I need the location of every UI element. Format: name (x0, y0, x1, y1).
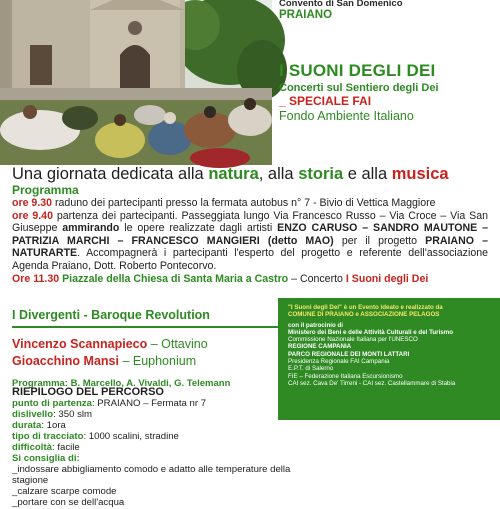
time-1: ore 9.30 (12, 197, 53, 209)
line-2-text-d: per il progetto (333, 234, 426, 247)
route-start-value: : PRAIANO – Fermata nr 7 (91, 397, 207, 409)
headline-text-2: , alla (258, 165, 299, 183)
headline-text-3: e alla (343, 165, 392, 183)
line-2-text-a: partenza dei partecipanti. Passeggiata lungo Via Francesco Russo – Via Croce – Via San Giuseppe (12, 209, 488, 235)
musician-1 (12, 337, 280, 351)
musician-1-instrument: – Ottavino (147, 337, 208, 351)
route-difficulty-label: difficoltà (12, 441, 52, 453)
route-duration-value: : 1ora (41, 419, 66, 431)
route-difficulty (12, 443, 292, 454)
advice-2: _calzare scarpe comode (12, 486, 117, 498)
headline (12, 165, 500, 184)
route-type-label: tipo di tracciato (12, 430, 84, 442)
event-subtitle: Concerti sul Sentiero degli Dei (279, 82, 439, 94)
programme (12, 184, 488, 285)
headline-natura: natura (208, 165, 259, 183)
concert-programme: Programma: B. Marcello, A. Vivaldi, G. Telemann (12, 378, 231, 389)
event-photo (0, 0, 272, 165)
advice-1: _indossare abbigliamento comodo e adatto alle temperature della stagione (12, 464, 291, 487)
line-2-text-e: . Accompagnerà i partecipanti l'esperto del progetto e referente dell'associazione Agenda Praiano, Dott. Roberto Pontecorvo. (12, 247, 488, 272)
venue-name: Convento di San Domenico (279, 0, 403, 9)
sponsor-ministry: Ministero dei Beni e delle Attività Culturali e del Turismo (288, 328, 454, 336)
sponsors-intro: "I Suoni degli Dei" è un Evento ideato e realizzato da (288, 304, 443, 311)
venue-town: PRAIANO (279, 9, 333, 21)
headline-text-1: Una giornata dedicata alla (12, 165, 209, 183)
musician-2-name: Gioacchino Mansi (12, 354, 119, 368)
church-crowd-photo (0, 0, 272, 165)
programme-line-2 (12, 210, 488, 273)
musician-2-instrument: – Euphonium (118, 354, 197, 368)
line-3-mid: – Concerto (288, 272, 346, 285)
musician-1-name: Vincenzo Scannapieco (12, 337, 148, 351)
programme-title: Programma (12, 183, 79, 197)
event-title: I SUONI DEGLI DEI (279, 61, 436, 80)
line-3-location: Piazzale della Chiesa di Santa Maria a Castro (59, 272, 289, 285)
sponsor-cai: CAI sez. Cava De' Tirreni - CAI sez. Castellammare di Stabia (288, 379, 456, 387)
route-summary (12, 387, 292, 509)
musician-2 (12, 354, 280, 368)
time-3: Ore 11.30 (12, 272, 60, 285)
ensemble-title: I Divergenti - Baroque Revolution (12, 308, 280, 328)
project-name: PRAIANO – NATURARTE (12, 234, 489, 260)
artists-list: ENZO CARUSO – SANDRO MAUTONE – PATRIZIA MARCHI – FRANCESCO MANGIERI (detto MAO) (12, 222, 488, 247)
sponsor-region: REGIONE CAMPANIA (288, 343, 352, 351)
concert-name: I Suoni degli Dei (345, 272, 429, 285)
route-summary-title: RIEPILOGO DEL PERCORSO (12, 386, 164, 398)
sponsors-box (278, 298, 500, 420)
programme-line-3 (12, 273, 488, 286)
route-elevation-value: : 350 slm (53, 408, 92, 420)
sponsor-fai: Presidenza Regionale FAI Campania (288, 358, 390, 366)
advice-3: _portare con se dell'acqua (12, 497, 125, 509)
sponsor-ept: E.P.T. di Salerno (288, 365, 334, 373)
advice-title: Si consiglia di: (12, 453, 80, 465)
sponsor-fie: FIE – Federazione Italiana Escursionismo (288, 372, 403, 380)
time-2: ore 9.40 (12, 209, 53, 222)
fai-full-name: Fondo Ambiente Italiano (279, 109, 414, 123)
route-duration-label: durata (12, 419, 42, 431)
headline-musica: musica (391, 165, 449, 183)
route-difficulty-value: : facile (51, 441, 80, 453)
event-header (279, 0, 500, 165)
sponsor-park: PARCO REGIONALE DEI MONTI LATTARI (288, 350, 410, 358)
ensemble-section (12, 308, 280, 389)
organizers: COMUNE DI PRAIANO e ASSOCIAZIONE PELAGOS (288, 311, 440, 319)
route-elevation-label: dislivello (12, 408, 54, 420)
route-start-label: punto di partenza (12, 397, 92, 409)
headline-storia: storia (298, 165, 344, 183)
line-2-text-c: le opere realizzate dagli artisti (119, 222, 278, 235)
line-1-text: raduno dei partecipanti presso la fermata autobus n° 7 - Bivio di Vettica Maggiore (52, 197, 436, 209)
route-type-value: : 1000 scalini, stradine (83, 430, 179, 442)
programme-line-1 (12, 197, 488, 210)
patronage-label: con il patrocinio di (288, 321, 344, 329)
sponsor-unesco: Commissione Nazionale Italiana per l'UNESCO (288, 336, 418, 344)
fai-special: _ SPECIALE FAI (279, 94, 372, 108)
line-2-text-b: ammirando (62, 222, 120, 235)
